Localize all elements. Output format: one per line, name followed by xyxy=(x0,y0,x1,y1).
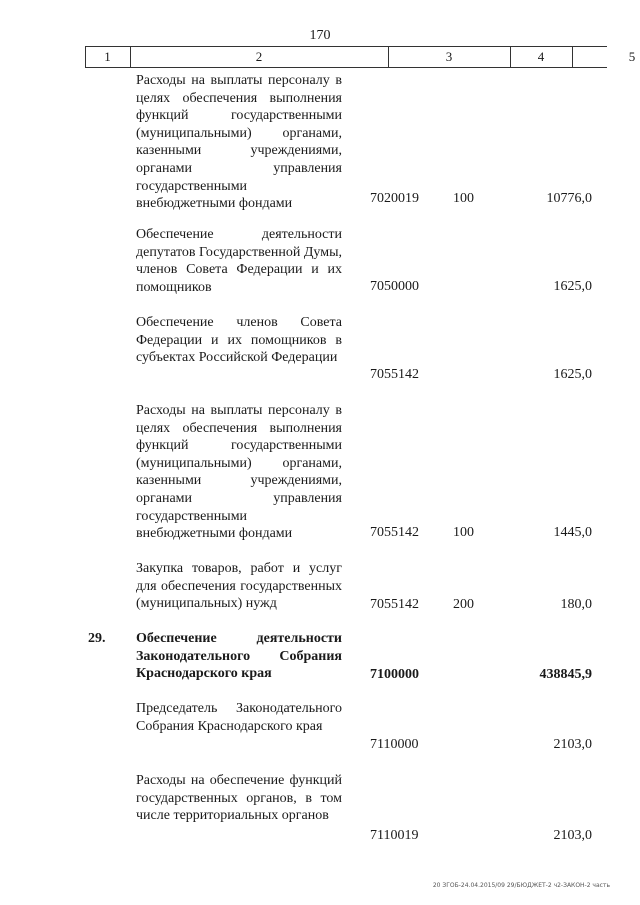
row-amount: 10776,0 xyxy=(546,191,592,206)
table-row xyxy=(0,72,640,210)
row-amount: 1625,0 xyxy=(553,279,592,294)
header-col-5: 5 xyxy=(628,49,636,64)
row-description: Расходы на обеспечение функций государственных органов, в том числе территориальных органов xyxy=(136,773,342,824)
row-code: 7020019 xyxy=(370,191,419,206)
table-row xyxy=(0,314,640,384)
row-code: 7055142 xyxy=(370,597,419,612)
row-description: Обеспечение деятельности депутатов Государственной Думы, членов Совета Федерации и их помощников xyxy=(136,227,342,295)
row-description: Расходы на выплаты персоналу в целях обеспечения выполнения функций государственными (муниципальными) органами, казенными учреждениями, органами управления государственными внебюджетными фондами xyxy=(136,73,342,212)
page-number: 170 xyxy=(309,28,331,43)
row-code: 7055142 xyxy=(370,367,419,382)
row-type: 200 xyxy=(453,597,474,612)
row-type: 100 xyxy=(453,525,474,540)
header-col-4: 4 xyxy=(537,49,545,64)
table-row xyxy=(0,772,640,844)
table-header xyxy=(85,46,636,68)
table-row xyxy=(0,560,640,614)
row-type: 100 xyxy=(453,191,474,206)
row-description: Обеспечение деятельности Законодательного Собрания Краснодарского края xyxy=(136,631,342,682)
document-footer: 20 ЗГОБ-24.04.2015/09 29/БЮДЖЕТ-2 ч2-ЗАКОН-2 часть xyxy=(432,882,610,889)
header-col-1: 1 xyxy=(104,49,111,64)
row-amount: 2103,0 xyxy=(553,828,592,843)
row-code: 7055142 xyxy=(370,525,419,540)
row-code: 7100000 xyxy=(370,667,419,682)
row-number: 29. xyxy=(88,631,106,646)
header-col-2: 2 xyxy=(255,49,263,64)
table-row xyxy=(0,226,640,296)
row-description: Обеспечение членов Совета Федерации и их помощников в субъектах Российской Федерации xyxy=(136,315,342,366)
header-col-3: 3 xyxy=(445,49,453,64)
row-description: Закупка товаров, работ и услуг для обеспечения государственных (муниципальных) нужд xyxy=(136,561,342,612)
row-code: 7050000 xyxy=(370,279,419,294)
row-amount: 438845,9 xyxy=(539,667,592,682)
row-description: Расходы на выплаты персоналу в целях обеспечения выполнения функций государственными (муниципальными) органами, казенными учреждениями, органами управления государственными внебюджетными фондами xyxy=(136,403,342,542)
row-amount: 180,0 xyxy=(560,597,592,612)
table-row xyxy=(0,700,640,754)
row-code: 7110000 xyxy=(370,737,419,752)
row-code: 7110019 xyxy=(370,828,419,843)
table-row xyxy=(0,402,640,540)
row-amount: 1445,0 xyxy=(553,525,592,540)
row-amount: 2103,0 xyxy=(553,737,592,752)
row-amount: 1625,0 xyxy=(553,367,592,382)
table-row-section xyxy=(0,630,640,684)
row-description: Председатель Законодательного Собрания Краснодарского края xyxy=(136,701,342,734)
